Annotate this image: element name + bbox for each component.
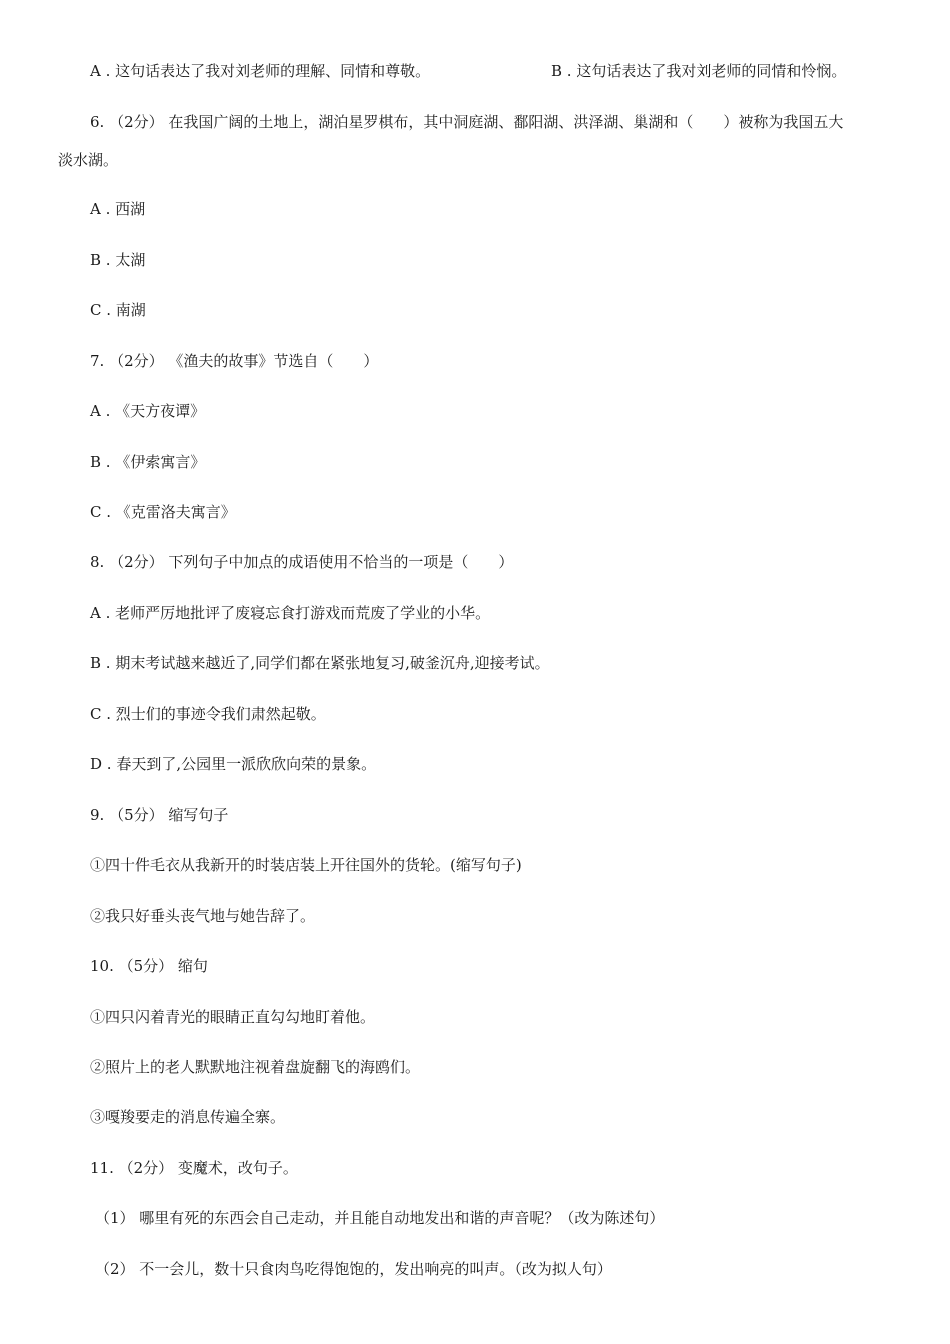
q8-option-b: B . 期末考试越来越近了,同学们都在紧张地复习,破釜沉舟,迎接考试。 [90,654,550,672]
q10-item-2: ②照片上的老人默默地注视着盘旋翻飞的海鸥们。 [90,1058,421,1076]
q7-stem: 7. （2分） 《渔夫的故事》节选自（ ） [90,352,379,370]
q5-option-b: B . 这句话表达了我对刘老师的同情和怜悯。 [551,62,847,80]
q11-stem: 11. （2分） 变魔术，改句子。 [90,1159,298,1177]
q11-item-1: （1） 哪里有死的东西会自己走动，并且能自动地发出和谐的声音呢？（改为陈述句） [95,1209,665,1227]
q9-item-2: ②我只好垂头丧气地与她告辞了。 [90,907,316,925]
q10-item-1: ①四只闪着青光的眼睛正直勾勾地盯着他。 [90,1008,376,1026]
q5-option-a: A . 这句话表达了我对刘老师的理解、同情和尊敬。 [90,62,431,80]
q7-option-a: A . 《天方夜谭》 [90,402,206,420]
q8-option-d: D . 春天到了,公园里一派欣欣向荣的景象。 [90,755,377,773]
q6-option-b: B . 太湖 [90,251,146,269]
q7-option-c: C . 《克雷洛夫寓言》 [90,503,236,521]
q8-option-a: A . 老师严厉地批评了废寝忘食打游戏而荒废了学业的小华。 [90,604,491,622]
q11-item-2: （2） 不一会儿，数十只食肉鸟吃得饱饱的，发出响亮的叫声。（改为拟人句） [95,1260,612,1278]
q7-option-b: B . 《伊索寓言》 [90,453,206,471]
q9-stem: 9. （5分） 缩写句子 [90,806,229,824]
q8-stem: 8. （2分） 下列句子中加点的成语使用不恰当的一项是（ ） [90,553,514,571]
q9-item-1: ①四十件毛衣从我新开的时装店装上开往国外的货轮。(缩写句子) [90,856,522,874]
q6-stem-continuation: 淡水湖。 [58,151,119,169]
q10-item-3: ③嘎羧要走的消息传遍全寨。 [90,1108,286,1126]
q6-option-a: A . 西湖 [90,200,146,218]
q8-option-c: C . 烈士们的事迹令我们肃然起敬。 [90,705,326,723]
q6-stem: 6. （2分） 在我国广阔的土地上，湖泊星罗棋布，其中洞庭湖、鄱阳湖、洪泽湖、巢湖和（ ）被称为我国五大 [90,113,844,131]
q6-option-c: C . 南湖 [90,301,146,319]
q10-stem: 10. （5分） 缩句 [90,957,208,975]
